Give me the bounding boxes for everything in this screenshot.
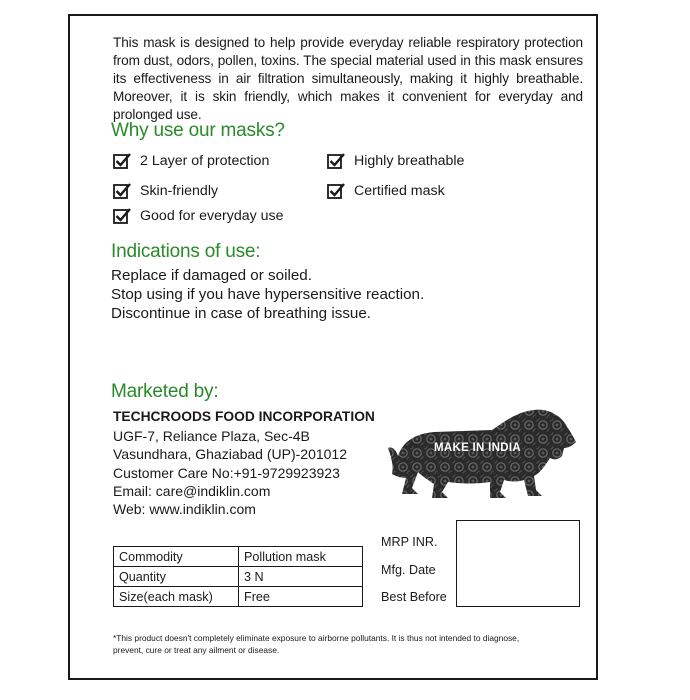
company-name: TECHCROODS FOOD INCORPORATION bbox=[113, 409, 375, 424]
make-in-india-lion-logo bbox=[382, 404, 578, 502]
feature-item bbox=[113, 207, 284, 225]
why-heading: Why use our masks? bbox=[111, 120, 285, 141]
feature-label: Good for everyday use bbox=[140, 208, 284, 224]
mrp-label: MRP INR. bbox=[381, 535, 438, 549]
marketer-address bbox=[113, 408, 375, 518]
web-line: Web: www.indiklin.com bbox=[113, 501, 256, 518]
feature-label: Highly breathable bbox=[354, 153, 465, 169]
marketed-heading: Marketed by: bbox=[111, 381, 219, 402]
table-cell: Size(each mask) bbox=[114, 587, 239, 607]
spec-table bbox=[113, 546, 363, 607]
indication-item: Stop using if you have hypersensitive reaction. bbox=[111, 286, 425, 303]
checkbox-checked-icon bbox=[327, 182, 346, 200]
address-line: Vasundhara, Ghaziabad (UP)-201012 bbox=[113, 446, 348, 463]
feature-item bbox=[327, 182, 445, 200]
table-cell: Pollution mask bbox=[239, 547, 363, 567]
feature-item bbox=[327, 152, 464, 170]
address-line: UGF-7, Reliance Plaza, Sec-4B bbox=[113, 428, 310, 445]
table-row bbox=[114, 567, 363, 587]
indications-heading: Indications of use: bbox=[111, 241, 261, 262]
table-row bbox=[114, 587, 363, 607]
checkbox-checked-icon bbox=[113, 207, 132, 225]
mfg-date-label: Mfg. Date bbox=[381, 563, 436, 577]
customer-care-line: Customer Care No:+91-9729923923 bbox=[113, 464, 340, 481]
feature-label: 2 Layer of protection bbox=[140, 153, 270, 169]
price-date-box bbox=[456, 520, 580, 607]
indications-list bbox=[111, 266, 424, 323]
feature-item bbox=[113, 152, 269, 170]
table-cell: 3 N bbox=[239, 567, 363, 587]
best-before-label: Best Before bbox=[381, 590, 447, 604]
checkbox-checked-icon bbox=[113, 182, 132, 200]
intro-paragraph: This mask is designed to help provide everyday reliable respiratory protection from dust, odors, pollen, toxins. The special material used in this mask ensures its effectiveness in air filtration simultaneously, making it highly breathable. Moreover, it is skin friendly, which makes it convenient for everyday and prolonged use. bbox=[113, 35, 583, 122]
table-cell: Commodity bbox=[114, 547, 239, 567]
checkbox-checked-icon bbox=[327, 152, 346, 170]
table-cell: Quantity bbox=[114, 567, 239, 587]
disclaimer-text: *This product doesn't completely eliminate exposure to airborne pollutants. It is thus not intended to diagnose, prevent, cure or treat any ailment or disease. bbox=[113, 633, 520, 655]
email-line: Email: care@indiklin.com bbox=[113, 482, 271, 499]
checkbox-checked-icon bbox=[113, 152, 132, 170]
feature-label: Skin-friendly bbox=[140, 183, 219, 199]
logo-text: MAKE IN INDIA bbox=[434, 442, 521, 454]
feature-label: Certified mask bbox=[354, 183, 445, 199]
feature-item bbox=[113, 182, 218, 200]
table-row bbox=[114, 547, 363, 567]
indication-item: Discontinue in case of breathing issue. bbox=[111, 305, 372, 322]
indication-item: Replace if damaged or soiled. bbox=[111, 267, 312, 284]
table-cell: Free bbox=[239, 587, 363, 607]
